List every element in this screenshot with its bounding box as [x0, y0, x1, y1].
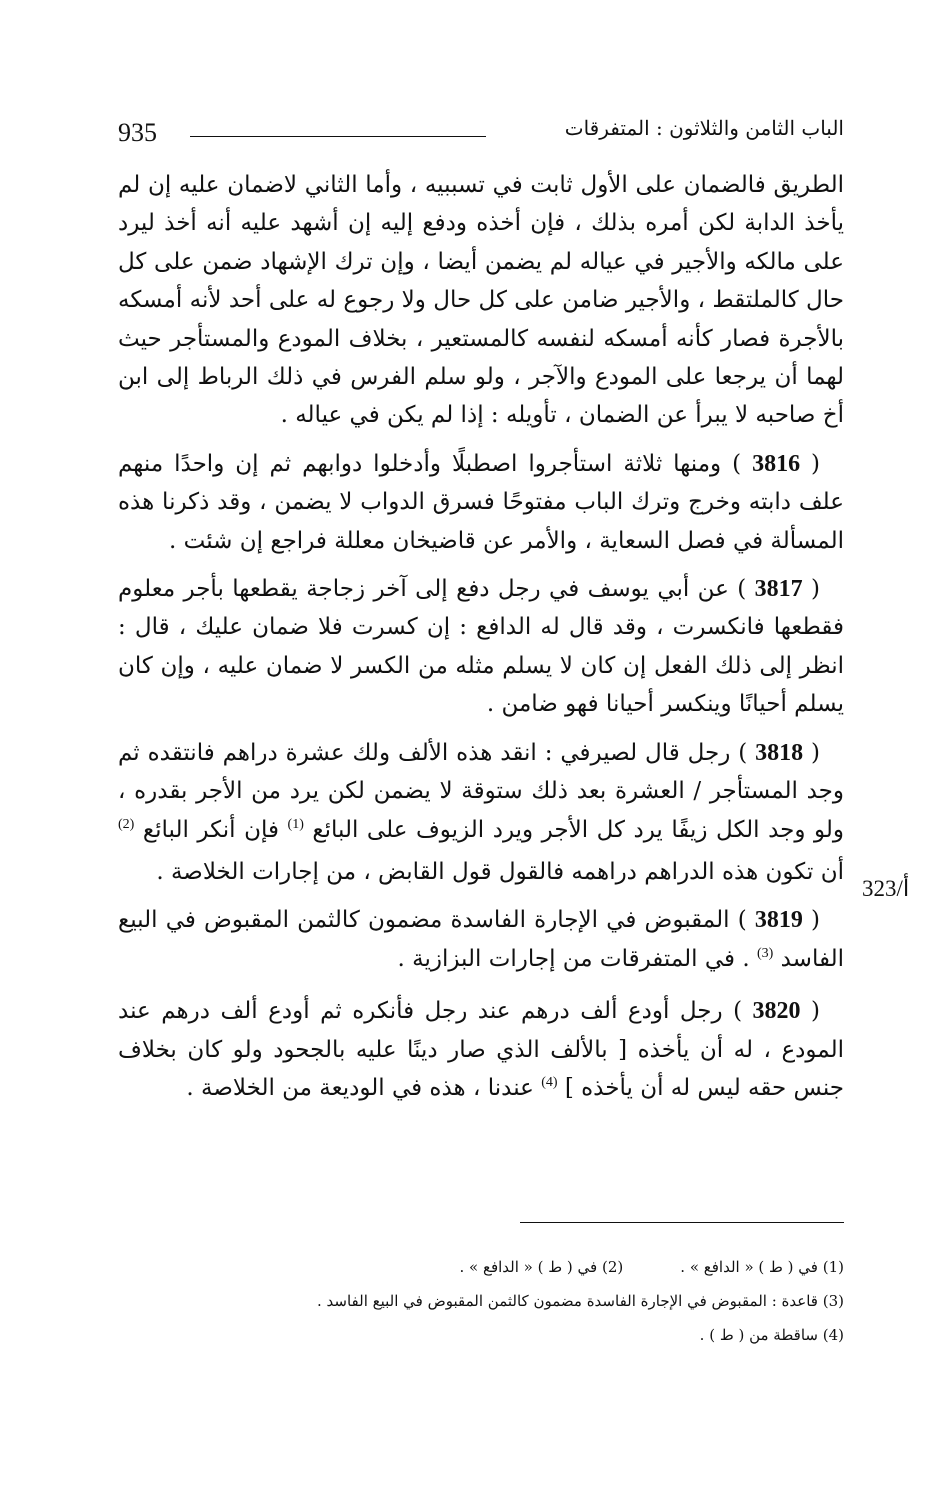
footnote-3: (3) قاعدة : المقبوض في الإجارة الفاسدة مضمون كالثمن المقبوض في البيع الفاسد .: [316, 1292, 844, 1310]
entry-number: ( 3820 ): [733, 998, 820, 1025]
footnote-2: (2) في ( ط ) « الدافع » .: [459, 1258, 624, 1276]
paragraph-text: المقبوض في الإجارة الفاسدة مضمون كالثمن المقبوض في البيع الفاسد: [118, 907, 844, 972]
entry-number: ( 3818 ): [738, 739, 820, 766]
header-rule: [190, 136, 486, 137]
footnote-ref-2[interactable]: (2): [118, 816, 135, 832]
running-title: الباب الثامن والثلاثون : المتفرقات: [564, 116, 844, 140]
footnotes: [118, 1250, 844, 1352]
paragraph-3817: [118, 570, 844, 724]
paragraph-text: عندنا ، هذه في الوديعة من الخلاصة .: [186, 1074, 534, 1101]
entry-number: ( 3816 ): [732, 450, 820, 477]
paragraph-3819: [118, 901, 844, 982]
entry-number: ( 3817 ): [737, 576, 820, 603]
paragraph-text: رجل قال لصيرفي : انقد هذه الألف ولك عشرة دراهم فانتقده ثم وجد المستأجر / العشرة بعد ذلك ستوقة لا يضمن لكن يرد من الأجر بقدره ، ولو وجد الكل زيفًا يرد كل الأجر ويرد الزيوف على البائع: [118, 739, 845, 843]
paragraph-3818: [118, 734, 844, 892]
footnote-row: [118, 1250, 844, 1284]
footnote-ref-1[interactable]: (1): [287, 816, 304, 832]
footnote-separator: [520, 1222, 844, 1223]
paragraph-text: أن تكون هذه الدراهم دراهمه فالقول قول القابض ، من إجارات الخلاصة .: [156, 858, 844, 885]
manuscript-folio-marker: 323/أ: [862, 876, 910, 901]
entry-number: ( 3819 ): [737, 907, 820, 934]
paragraph-text: الطريق فالضمان على الأول ثابت في تسببيه ، وأما الثاني لاضمان عليه إن لم يأخذ الدابة لكن أمره بذلك ، فإن أخذه ودفع إليه إن أشهد عليه أنه أخذ ليرد على مالكه والأجير في عياله لم يضمن أيضا ، وإن ترك الإشهاد ضمن على كل حال كالملتقط ، والأجير ضامن على كل حال ولا رجوع له على أحد لأنه أمسكه بالأجرة فصار كأنه أمسكه لنفسه كالمستعير ، بخلاف المودع والمستأجر حيث لهما أن يرجعا على المودع والآجر ، ولو سلم الفرس في ذلك الرباط إلى ابن أخ صاحبه لا يبرأ عن الضمان ، تأويله : إذا لم يكن في عياله .: [118, 172, 844, 429]
paragraph-text: فإن أنكر البائع: [142, 816, 279, 843]
footnote-1: (1) في ( ط ) « الدافع » .: [680, 1258, 844, 1276]
footnote-ref-3[interactable]: (3): [756, 945, 774, 961]
paragraph-continuation: [118, 166, 844, 435]
paragraph-3816: [118, 445, 844, 560]
paragraph-text: رجل أودع ألف درهم عند رجل فأنكره ثم أودع ألف درهم عند المودع ، له أن يأخذه [ بالألف الذي صار دينًا عليه بالجحود ولو كان بخلاف جنس حقه ليس له أن يأخذه ]: [118, 998, 844, 1101]
page-header: [118, 114, 844, 154]
paragraph-3820: [118, 992, 844, 1111]
paragraph-text: . في المتفرقات من إجارات البزازية .: [397, 945, 750, 972]
paragraph-text: عن أبي يوسف في رجل دفع إلى آخر زجاجة يقطعها بأجر معلوم فقطعها فانكسرت ، وقد قال له الدافع : إن كسرت فلا ضمان عليك ، قال : انظر إلى ذلك الفعل إن كان لا يسلم مثله من الكسر لا ضمان عليه ، وإن كان يسلم أحيانًا وينكسر أحيانا فهو ضامن .: [118, 576, 844, 718]
footnote-4: (4) ساقطة من ( ط ) .: [699, 1326, 844, 1344]
body-text: [118, 166, 844, 1121]
page-number: 935: [118, 118, 157, 147]
footnote-ref-4[interactable]: (4): [541, 1074, 558, 1090]
paragraph-text: ومنها ثلاثة استأجروا اصطبلًا وأدخلوا دوابهم ثم إن واحدًا منهم علف دابته وخرج وترك الباب مفتوحًا فسرق الدواب لا يضمن ، وقد ذكرنا هذه المسألة في فصل السعاية ، والأمر عن قاضيخان معللة فراجع إن شئت .: [118, 450, 844, 554]
